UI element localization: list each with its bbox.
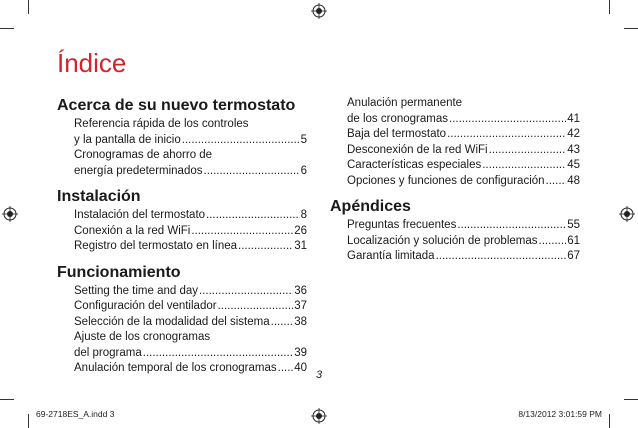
toc-entry-text: Baja del termostato [347,128,447,140]
toc-entry-text: Registro del termostato en línea [74,240,238,252]
registration-mark-left-icon [2,206,18,222]
toc-page-number: 55 [567,219,580,231]
registration-mark-right-icon [619,206,635,222]
toc-entry-text: Conexión a la red WiFi [74,224,191,237]
toc-entry[interactable] [74,284,307,300]
toc-entry-text: Selección de la modalidad del sistema [74,315,270,328]
crop-mark-top-right [609,0,610,14]
toc-entry[interactable] [347,127,580,143]
toc-page-number: 5 [300,133,307,146]
toc-section [57,263,307,377]
toc-entry-text: Opciones y funciones de configuración [347,174,545,187]
toc-page-number: 43 [567,143,580,156]
toc-page-number: 61 [567,234,580,247]
toc-page-number: 31 [294,240,307,252]
toc-entry-text: Localización y solución de problemas [347,234,538,247]
page-title: Índice [57,48,127,78]
toc-page-number: 48 [567,174,580,187]
toc-page-number: 45 [567,159,580,171]
toc-entry[interactable] [347,158,580,174]
toc-entry-text: Instalación del termostato [74,209,206,221]
dot-leader [447,127,566,143]
toc-entry-text: energía predeterminados [74,164,203,177]
toc-page-number: 38 [294,315,307,328]
toc-section [330,96,580,189]
toc-entry-text: del programa [74,346,142,359]
slug-timestamp: 8/13/2012 3:01:59 PM [518,409,602,419]
toc-entry-text: de los cronogramas [347,112,448,125]
registration-mark-bottom-icon [311,408,327,424]
toc-page-number: 37 [294,300,307,312]
toc-entry[interactable] [347,218,580,234]
dot-leader [539,234,567,250]
dot-leader [218,299,294,315]
toc-entry-text: Garantía limitada [347,250,435,262]
dot-leader [436,249,567,265]
toc-page-number: 26 [294,224,307,237]
dot-leader [457,218,566,234]
crop-mark-top-right-h [624,28,638,29]
toc-page-number: 8 [300,209,307,221]
toc-entry[interactable] [347,174,580,190]
dot-leader [191,224,293,240]
dot-leader [271,315,294,331]
toc-entry-text: Características especiales [347,159,482,171]
dot-leader [489,143,567,159]
dot-leader [204,164,300,180]
toc-entry-text: Desconexión de la red WiFi [347,143,488,156]
dot-leader [199,284,293,300]
dot-leader [449,112,566,128]
toc-entry-line: Ajuste de los cronogramas [74,331,211,343]
toc-entry-text: Preguntas frecuentes [347,219,457,231]
toc-entry[interactable] [74,148,307,179]
toc-entry[interactable] [74,299,307,315]
crop-mark-top-left-h [0,28,14,29]
dot-leader [238,239,293,255]
toc-entry[interactable] [347,249,580,265]
section-heading: Funcionamiento [57,263,181,281]
toc-entry[interactable] [74,330,307,361]
toc-page-number: 36 [294,284,307,297]
dot-leader [143,346,293,362]
section-heading: Apéndices [330,198,411,215]
toc-section [57,96,307,179]
toc-entry[interactable] [347,234,580,250]
toc-section [330,197,580,265]
dot-leader [182,133,300,149]
toc-page-number: 40 [294,362,307,374]
toc-entry-text: Setting the time and day [74,284,199,297]
dot-leader [206,208,300,224]
dot-leader [482,158,566,174]
page-number: 3 [315,369,323,381]
section-heading: Instalación [57,188,141,205]
toc-entry-line: Cronogramas de ahorro de [74,149,213,161]
toc-entry[interactable] [347,143,580,159]
toc-page-number: 42 [567,128,580,140]
toc-entry-text: Configuración del ventilador [74,300,217,312]
section-heading: Acerca de su nuevo termostato [57,97,296,114]
crop-mark-bottom-right [609,414,610,428]
crop-mark-bottom-left-h [0,399,14,400]
toc-entry[interactable] [74,224,307,240]
toc-section [57,187,307,255]
toc-page-number: 39 [294,346,307,359]
toc-page-number: 6 [300,164,307,177]
toc-entry-text: y la pantalla de inicio [74,133,181,146]
toc-entry[interactable] [347,96,580,127]
toc-page-number: 67 [567,250,580,262]
slug-file-name: 69-2718ES_A.indd 3 [36,409,115,419]
crop-mark-bottom-left [28,414,29,428]
dot-leader [546,174,567,190]
toc-entry-text: Anulación temporal de los cronogramas [74,362,277,374]
toc-right-column [330,96,580,273]
toc-left-column [57,96,307,385]
crop-mark-top-left [28,0,29,14]
toc-entry-line: Anulación permanente [347,97,463,109]
toc-entry-line: Referencia rápida de los controles [74,118,249,130]
toc-page-number: 41 [567,112,580,125]
toc-entry[interactable] [74,239,307,255]
toc-entry[interactable] [74,208,307,224]
registration-mark-top-icon [311,3,327,19]
crop-mark-bottom-right-h [624,399,638,400]
toc-entry[interactable] [74,315,307,331]
toc-entry[interactable] [74,117,307,148]
